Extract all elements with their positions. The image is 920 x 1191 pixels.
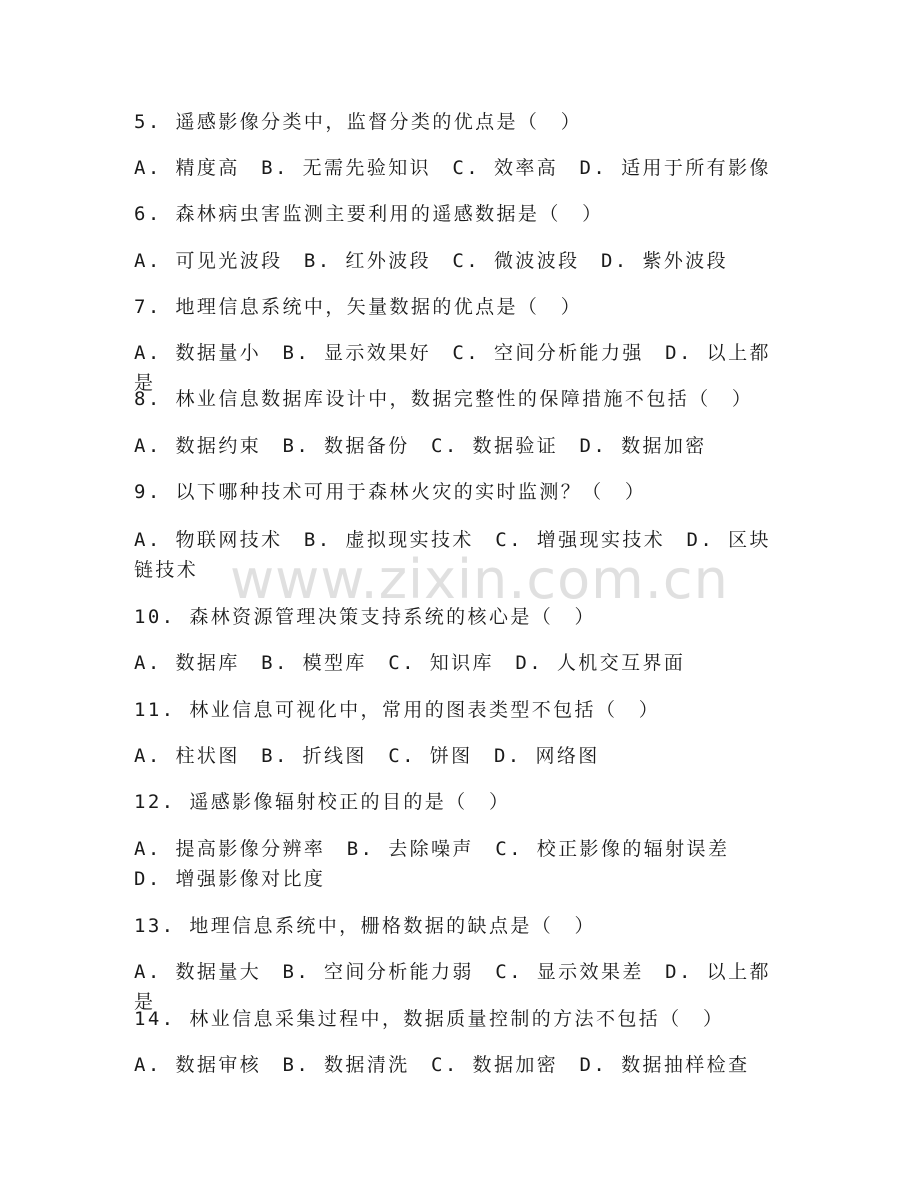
question-6: 6. 森林病虫害监测主要利用的遥感数据是（ ） <box>134 203 604 225</box>
question-11: 11. 林业信息可视化中，常用的图表类型不包括（ ） <box>134 699 661 721</box>
options-9: A. 物联网技术 B. 虚拟现实技术 C. 增强现实技术 D. 区块链技术 <box>134 529 771 581</box>
question-10: 10. 森林资源管理决策支持系统的核心是（ ） <box>134 606 596 628</box>
options-5: A. 精度高 B. 无需先验知识 C. 效率高 D. 适用于所有影像 <box>134 157 771 179</box>
question-5: 5. 遥感影像分类中，监督分类的优点是（ ） <box>134 111 583 133</box>
options-7: A. 数据量小 B. 显示效果好 C. 空间分析能力强 D. 以上都是 <box>134 342 771 394</box>
options-12: A. 提高影像分辨率 B. 去除噪声 C. 校正影像的辐射误差 D. 增强影像对比度 <box>134 838 751 890</box>
question-7: 7. 地理信息系统中，矢量数据的优点是（ ） <box>134 296 583 318</box>
options-6: A. 可见光波段 B. 红外波段 C. 微波波段 D. 紫外波段 <box>134 250 729 272</box>
question-14: 14. 林业信息采集过程中，数据质量控制的方法不包括（ ） <box>134 1008 725 1030</box>
options-14: A. 数据审核 B. 数据清洗 C. 数据加密 D. 数据抽样检查 <box>134 1054 750 1076</box>
options-11: A. 柱状图 B. 折线图 C. 饼图 D. 网络图 <box>134 745 600 767</box>
question-9: 9. 以下哪种技术可用于森林火灾的实时监测？（ ） <box>134 481 647 503</box>
options-8: A. 数据约束 B. 数据备份 C. 数据验证 D. 数据加密 <box>134 435 707 457</box>
question-8: 8. 林业信息数据库设计中，数据完整性的保障措施不包括（ ） <box>134 388 754 410</box>
watermark: www.zixin.com.cn <box>230 548 729 611</box>
options-13: A. 数据量大 B. 空间分析能力弱 C. 显示效果差 D. 以上都是 <box>134 961 771 1013</box>
question-12: 12. 遥感影像辐射校正的目的是（ ） <box>134 791 511 813</box>
question-13: 13. 地理信息系统中，栅格数据的缺点是（ ） <box>134 915 596 937</box>
options-10: A. 数据库 B. 模型库 C. 知识库 D. 人机交互界面 <box>134 652 686 674</box>
